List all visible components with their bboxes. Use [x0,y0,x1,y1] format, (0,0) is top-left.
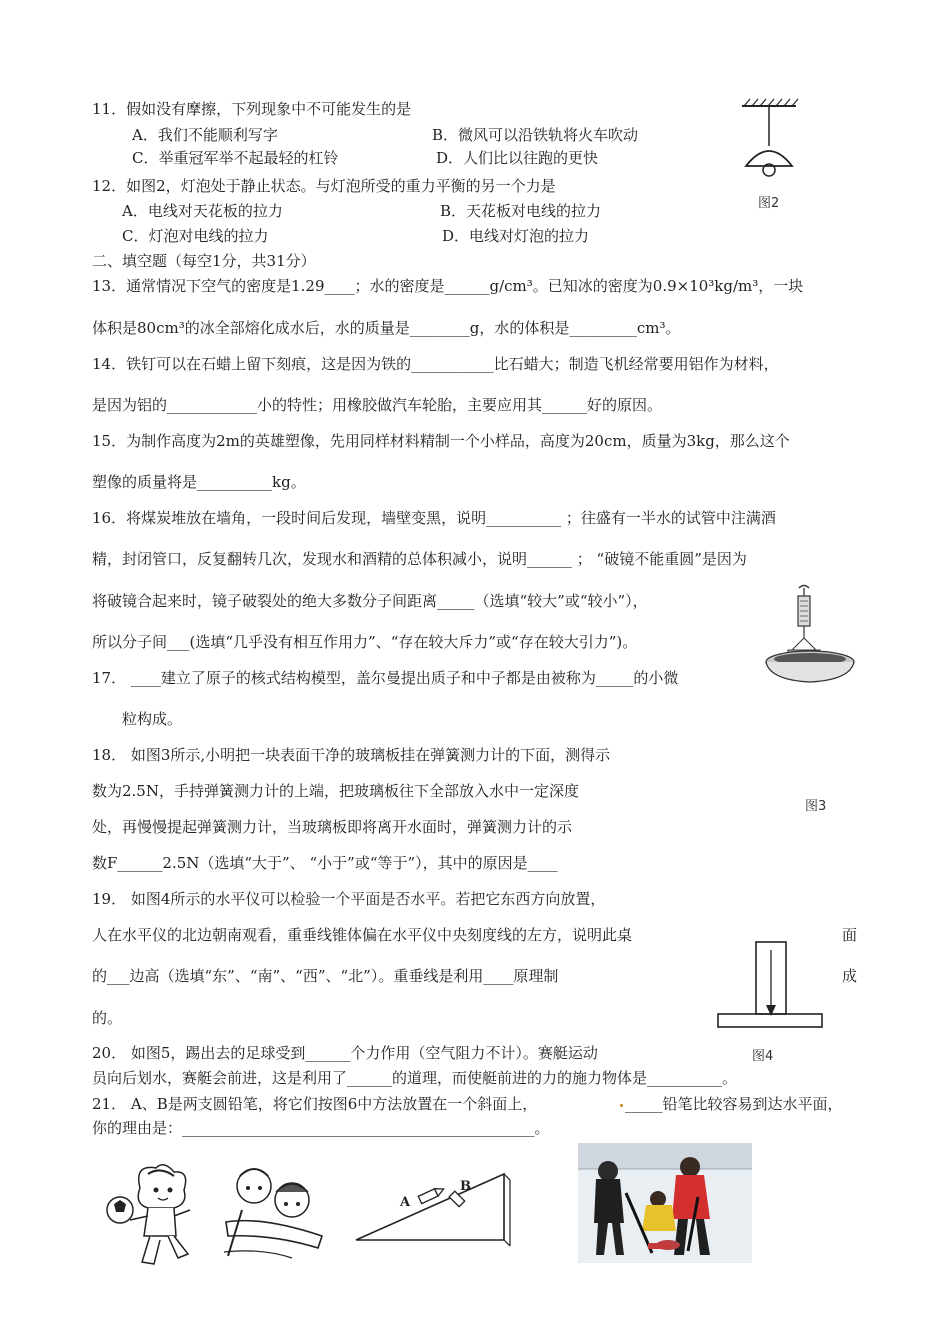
q15-line-2: 塑像的质量将是__________kg。 [92,473,306,491]
pencil-a-label: A [400,1195,411,1210]
q18-line-4: 数F______2.5N（选填“大于”、 “小于”或“等于”），其中的原因是____ [92,854,558,872]
q11-stem: 11．假如没有摩擦，下列现象中不可能发生的是 [92,100,412,118]
q20-line-1: 20． 如图5，踢出去的足球受到______个力作用（空气阻力不计）。赛艇运动 [92,1044,598,1062]
q19-line-1: 19． 如图4所示的水平仪可以检验一个平面是否水平。若把它东西方向放置， [92,890,606,908]
q12-option-b: B．天花板对电线的拉力 [440,202,602,220]
section-title-fill-in: 二、填空题（每空1分，共31分） [92,252,316,270]
q16-line-2: 精，封闭管口，反复翻转几次，发现水和酒精的总体积减小，说明______ ； “破镜不能重圆”是因为 [92,550,747,568]
q11-option-d: D．人们比以往跑的更快 [436,149,599,167]
q14-line-2: 是因为铝的____________小的特性；用橡胶做汽车轮胎，主要应用其______好的原因。 [92,396,663,414]
q11-option-b: B．微风可以沿铁轨将火车吹动 [432,126,639,144]
q17-line-1: 17． ____建立了原子的核式结构模型，盖尔曼提出质子和中子都是由被称为_____的小微 [92,669,679,687]
incline-pencils-figure [352,1170,514,1248]
q18-line-1: 18． 如图3所示,小明把一块表面干净的玻璃板挂在弹簧测力计的下面，测得示 [92,746,611,764]
q21-blank-text: _____铅笔比较容易到达水平面， [625,1095,843,1113]
q18-line-3: 处，再慢慢提起弹簧测力计，当玻璃板即将离开水面时，弹簧测力计的示 [92,818,573,836]
q15-line-1: 15．为制作高度为2m的英雄塑像，先用同样材料精制一个小样品，高度为20cm，质量为3kg，那么这个 [92,432,790,450]
pencil-b-label: B [460,1179,471,1194]
q11-option-c: C．举重冠军举不起最轻的杠铃 [132,149,339,167]
curling-photo [578,1143,752,1263]
lamp-figure [736,96,802,182]
q16-line-4: 所以分子间___(选填“几乎没有相互作用力”、“存在较大斥力”或“存在较大引力”)。 [92,633,638,651]
q20-line-2: 员向后划水，赛艇会前进，这是利用了______的道理，而使艇前进的力的施力物体是__________。 [92,1069,738,1087]
fig4-caption: 图4 [752,1049,774,1064]
q12-option-d: D．电线对灯泡的拉力 [442,227,590,245]
q21-line-2: 你的理由是：_______________________________________________。 [92,1119,550,1137]
q21-line-1: 21． A、B是两支圆铅笔，将它们按图6中方法放置在一个斜面上， [92,1095,538,1113]
q19-line-2: 人在水平仪的北边朝南观看，重垂线锥体偏在水平仪中央刻度线的左方，说明此桌 [92,926,633,944]
q13-line-1: 13．通常情况下空气的密度是1.29____；水的密度是______g/cm³。已知冰的密度为0.9×10³kg/m³，一块 [92,277,804,295]
q12-option-a: A．电线对天花板的拉力 [122,202,283,220]
rowing-mascots-figure [222,1160,326,1262]
fig3-caption: 图3 [805,799,827,814]
q14-line-1: 14．铁钉可以在石蜡上留下刻痕，这是因为铁的___________比石蜡大；制造飞机经常要用铝作为材料， [92,355,779,373]
spring-scale-figure [762,584,862,688]
q13-line-2: 体积是80cm³的冰全部熔化成水后，水的质量是________g，水的体积是_________cm³。 [92,319,681,337]
mark-dot [620,1104,623,1107]
q12-option-c: C．灯泡对电线的拉力 [122,227,269,245]
q16-line-1: 16．将煤炭堆放在墙角，一段时间后发现，墙壁变黑，说明__________ ；往盛有一半水的试管中注满酒 [92,509,776,527]
q19-line-3-end: 成 [842,967,858,985]
q19-line-4: 的。 [92,1009,123,1027]
q21-line-1-end [620,1094,843,1114]
fig2-caption: 图2 [758,196,780,211]
q11-option-a: A．我们不能顺利写字 [132,126,278,144]
q12-stem: 12．如图2，灯泡处于静止状态。与灯泡所受的重力平衡的另一个力是 [92,177,556,195]
football-mascot-figure [104,1158,200,1274]
q18-line-2: 数为2.5N，手持弹簧测力计的上端，把玻璃板往下全部放入水中一定深度 [92,782,579,800]
plumb-level-figure [716,938,824,1032]
q16-line-3: 将破镜合起来时，镜子破裂处的绝大多数分子间距离_____（选填“较大”或“较小”）， [92,592,648,610]
q19-line-3: 的___边高（选填“东”、“南”、“西”、“北”）。重垂线是利用____原理制 [92,967,559,985]
q17-line-2: 粒构成。 [122,710,183,728]
q19-line-2-end: 面 [842,926,858,944]
